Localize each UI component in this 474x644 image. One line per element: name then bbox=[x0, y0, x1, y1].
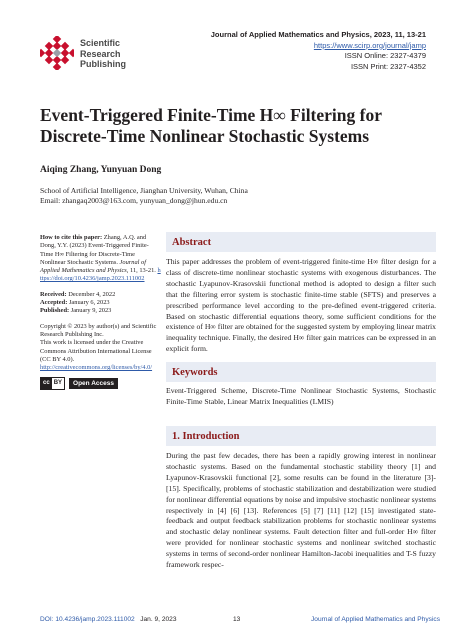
accepted-date: January 6, 2023 bbox=[68, 299, 110, 307]
by-icon: BY bbox=[52, 378, 64, 389]
logo-line-1: Scientific bbox=[80, 38, 121, 48]
affiliation-block bbox=[40, 186, 248, 206]
publisher-logo bbox=[40, 36, 190, 76]
received-date: December 4, 2022 bbox=[68, 290, 116, 298]
license-link[interactable]: http://creativecommons.org/licenses/by/4.0/ bbox=[40, 364, 153, 372]
introduction-heading: 1. Introduction bbox=[172, 430, 240, 442]
published-date: January 9, 2023 bbox=[70, 307, 112, 315]
sidebar bbox=[40, 234, 162, 390]
citation bbox=[40, 234, 162, 284]
keywords-heading: Keywords bbox=[172, 366, 218, 378]
license-badges bbox=[40, 377, 162, 390]
accepted-label: Accepted: bbox=[40, 299, 68, 307]
journal-url-link[interactable]: https://www.scirp.org/journal/jamp bbox=[313, 40, 426, 50]
abstract-heading-bar bbox=[166, 232, 436, 252]
license-text: This work is licensed under the Creative Commons Attribution International License (CC BY 4.0). bbox=[40, 339, 152, 363]
cite-journal: Journal of Applied Mathematics and Physics, bbox=[40, 258, 146, 275]
cite-label: How to cite this paper: bbox=[40, 234, 103, 241]
journal-citation-line: Journal of Applied Mathematics and Physics, 2023, 11, 13-21 bbox=[210, 30, 426, 39]
open-access-badge: Open Access bbox=[69, 378, 118, 389]
abstract-heading: Abstract bbox=[172, 236, 212, 248]
received-label: Received: bbox=[40, 290, 67, 298]
title-line-1: Event-Triggered Finite-Time H∞ Filtering for bbox=[40, 105, 382, 125]
issn-online: ISSN Online: 2327-4379 bbox=[344, 51, 426, 60]
footer-journal: Journal of Applied Mathematics and Physics bbox=[310, 616, 440, 623]
abstract-text: This paper addresses the problem of event-triggered finite-time H∞ filter design for a class of discrete-time nonlinear stochastic systems with exogenous disturbances. The stochastic Lyapunov-Krasovskii functional method is adopted to design a filter such that the filtering error system is stochastic finite-time stable (SFTS) and preserves a prescribed performance level according to the pre-defined event-triggered criteria. Based on stochastic differential equations theory, some sufficient conditions for the existence of H∞ filter are obtained for the suggested system by employing linear matrix inequality technique. Finally, the desired H∞ filter gain matrices can be expressed in an explicit form. bbox=[166, 257, 436, 354]
journal-info bbox=[211, 30, 426, 72]
keywords-heading-bar bbox=[166, 362, 436, 382]
cite-doi-link[interactable]: https://doi.org/10.4236/jamp.2023.111002 bbox=[40, 267, 161, 283]
introduction-section bbox=[166, 426, 436, 571]
footer-date: Jan. 9, 2023 bbox=[140, 616, 177, 623]
paper-title bbox=[40, 105, 440, 147]
cite-text: Zhang, A.Q. and Dong, Y.Y. (2023) Event-Triggered Finite-Time H∞ Filtering for Discrete-Time Nonlinear Stochastic Systems. bbox=[40, 234, 149, 266]
cc-by-badge[interactable] bbox=[40, 377, 65, 390]
scirp-logo-icon bbox=[40, 36, 74, 70]
copyright bbox=[40, 323, 162, 373]
published-label: Published: bbox=[40, 307, 70, 315]
cc-icon: cc bbox=[41, 378, 52, 389]
introduction-heading-bar bbox=[166, 426, 436, 446]
logo-text bbox=[80, 38, 126, 70]
email: Email: zhangaq2003@163.com, yunyuan_dong@jhun.edu.cn bbox=[40, 196, 228, 205]
keywords-section bbox=[166, 362, 436, 408]
introduction-paragraph: During the past few decades, there has been a rapidly growing interest in nonlinear stochastic systems. Based on the fundamental stochastic stability theory [1] and Lyapunov-Krasovskii functional [2], some results can be found in the literature [3]-[15]. Specifically, problems of stochastic stabilization and destabilization were studied for nonlinear differential equations by noise and impulsive stochastic nonlinear systems respectively in [4] [6] [13]. References [5] [7] [11] [12] [15] investigated state-feedback and output feedback stabilization problems for stochastic nonlinear systems and stochastic delay nonlinear systems. Fault detection filter and full-order H∞ filter were provided for nonlinear stochastic systems and nonlinear switched stochastic systems in terms of second-order nonlinear Hamilton-Jacobi inequalities and T-S fuzzy framework respec- bbox=[166, 451, 436, 570]
copyright-text: Copyright © 2023 by author(s) and Scientific Research Publishing Inc. bbox=[40, 322, 157, 338]
cite-volume: 11, 13-21. bbox=[130, 267, 156, 275]
affiliation: School of Artificial Intelligence, Jianghan University, Wuhan, China bbox=[40, 186, 248, 195]
keywords-text: Event-Triggered Scheme, Discrete-Time Nonlinear Stochastic Systems, Stochastic Finite-Time Stable, Linear Matrix Inequalities (LMIS) bbox=[166, 386, 436, 406]
logo-line-3: Publishing bbox=[80, 59, 126, 69]
issn-print: ISSN Print: 2327-4352 bbox=[350, 61, 426, 71]
page-number: 13 bbox=[233, 616, 241, 623]
abstract-section bbox=[166, 232, 436, 355]
footer-doi-date bbox=[40, 616, 177, 623]
footer-doi: DOI: 10.4236/jamp.2023.111002 bbox=[40, 616, 135, 623]
title-line-2: Discrete-Time Nonlinear Stochastic Systems bbox=[40, 126, 370, 146]
authors: Aiqing Zhang, Yunyuan Dong bbox=[40, 165, 162, 175]
dates bbox=[40, 291, 162, 316]
logo-line-2: Research bbox=[80, 48, 121, 59]
